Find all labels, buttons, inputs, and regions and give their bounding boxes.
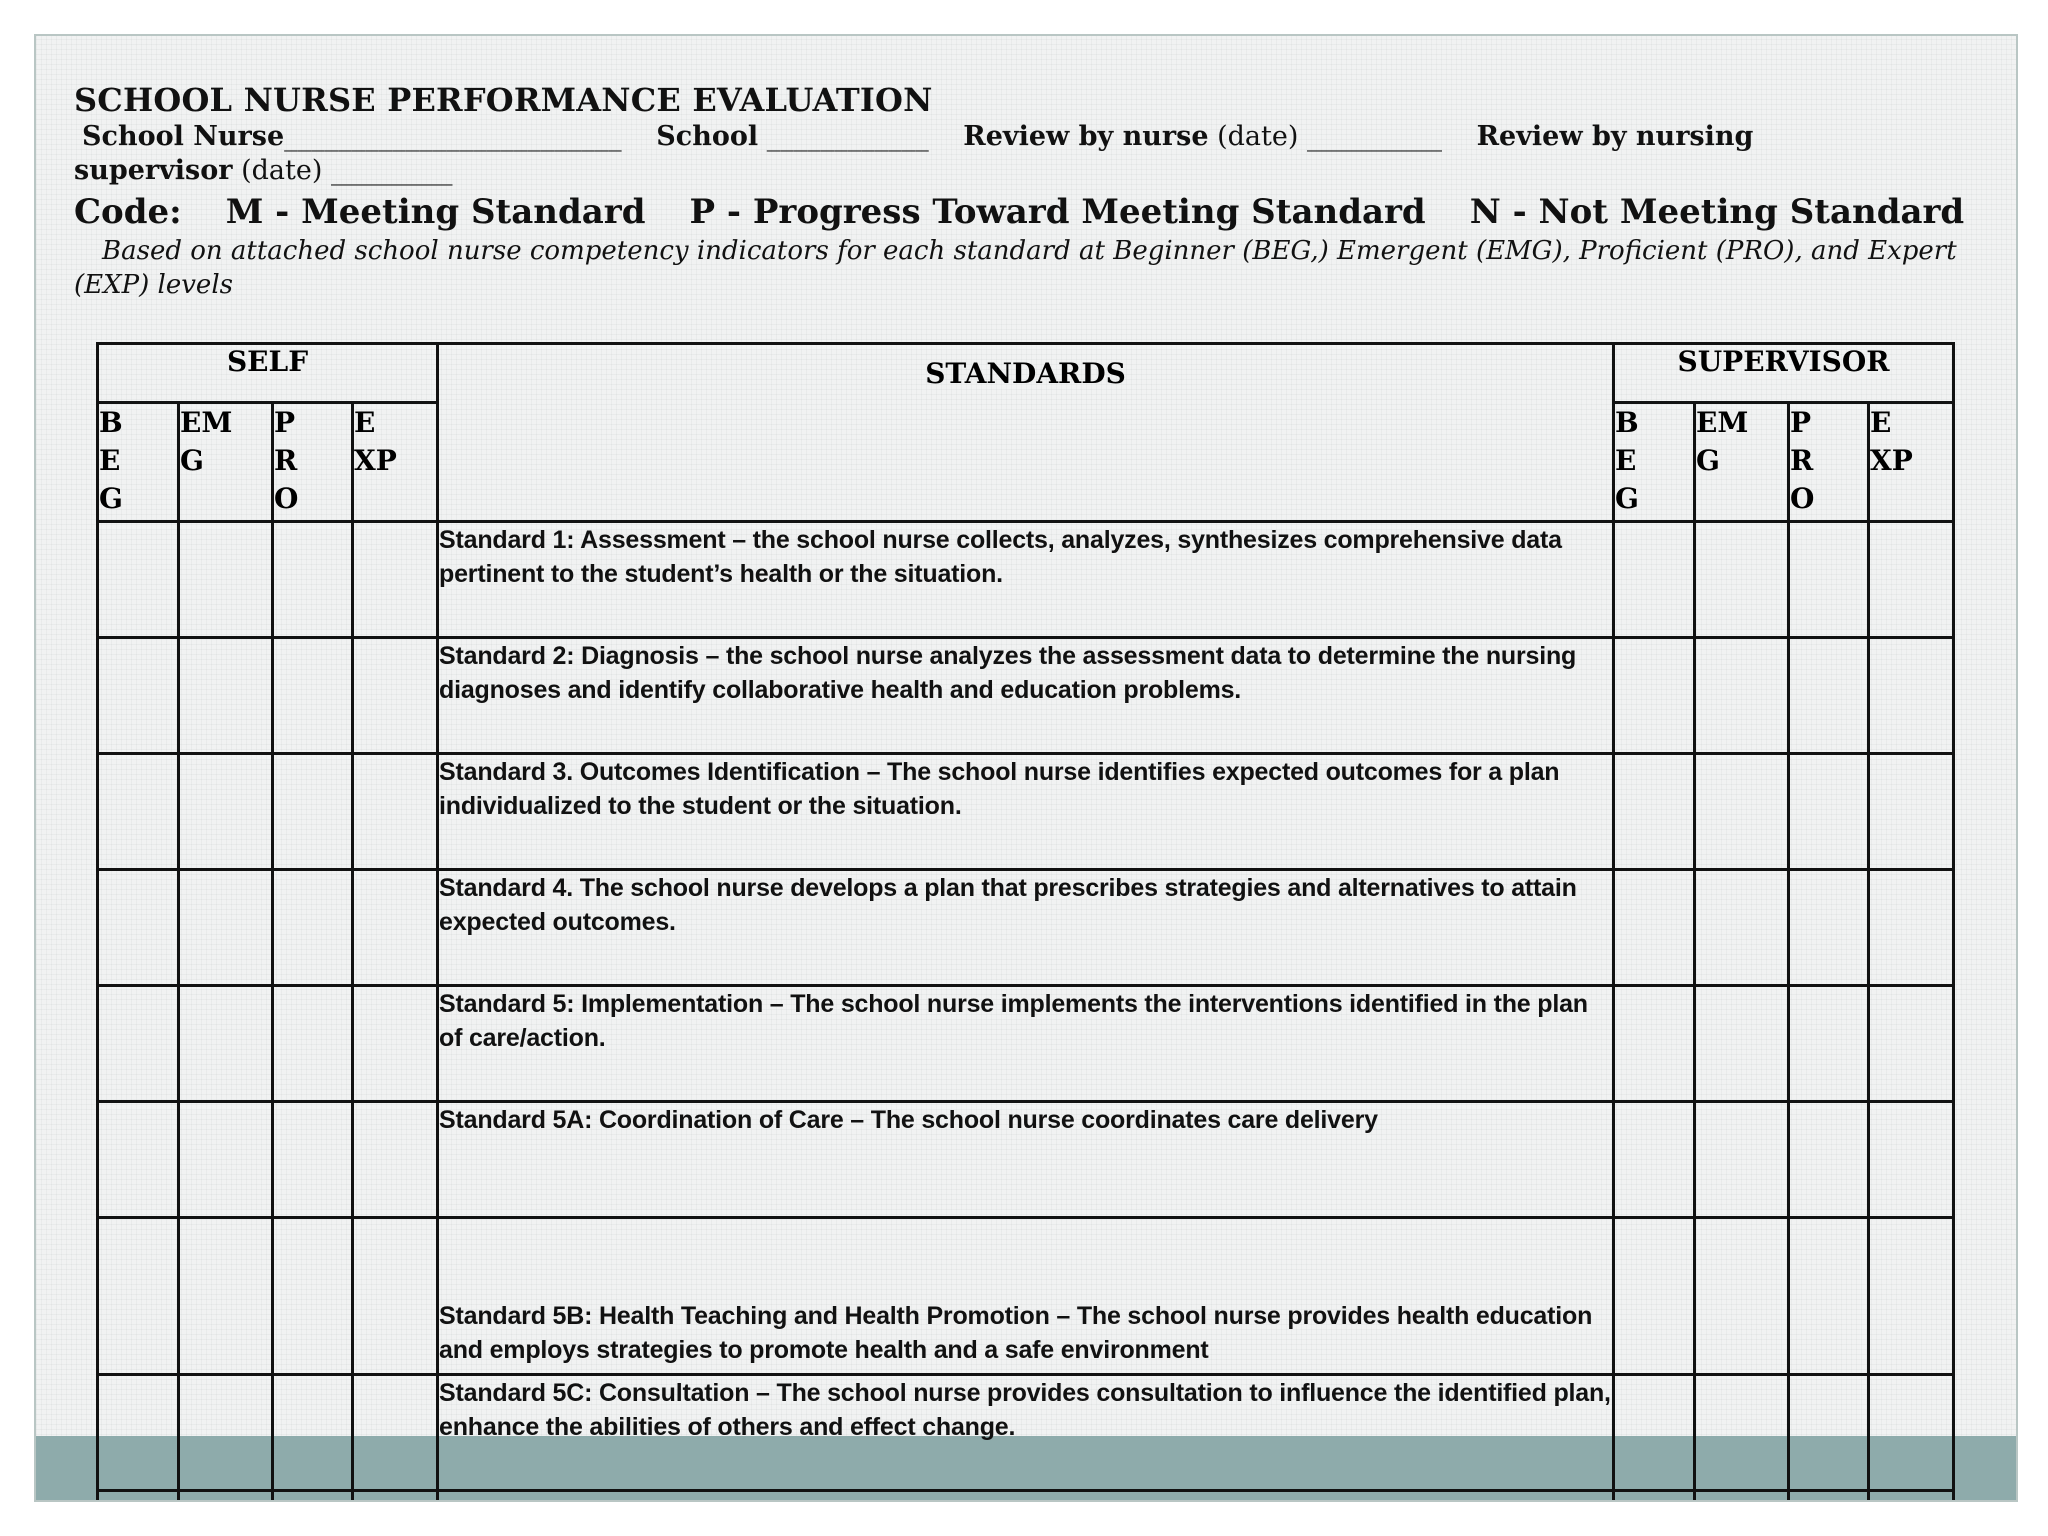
self-emg-cell[interactable] (179, 522, 273, 638)
self-pro-cell[interactable] (273, 1102, 353, 1218)
self-exp-cell[interactable] (353, 986, 438, 1102)
self-beg-cell[interactable] (98, 1218, 179, 1375)
self-pro-cell[interactable] (273, 1218, 353, 1375)
standard-text: Standard 5: Implementation – The school nurse implements the interventions identified in the plan of care/action. (438, 986, 1614, 1102)
supervisor-pro-cell[interactable] (1789, 986, 1869, 1102)
supervisor-exp-cell[interactable] (1869, 754, 1954, 870)
supervisor-review-field (74, 154, 1994, 188)
self-beg-cell[interactable] (98, 870, 179, 986)
table-row (98, 1491, 1954, 1503)
table-row (98, 522, 1954, 638)
self-emg-cell[interactable] (179, 1102, 273, 1218)
supervisor-emg-cell[interactable] (1695, 1375, 1789, 1491)
supervisor-beg-cell[interactable] (1614, 754, 1695, 870)
self-exp-cell[interactable] (353, 1491, 438, 1503)
self-emg-cell[interactable] (179, 1375, 273, 1491)
table-row (98, 986, 1954, 1102)
self-beg-cell[interactable] (98, 1375, 179, 1491)
standard-text: Standard 2: Diagnosis – the school nurse analyzes the assessment data to determine the nursing diagnoses and identify collaborative health and education problems. (438, 638, 1614, 754)
review-supervisor-blank: _________ (330, 155, 453, 186)
document-page (34, 34, 2018, 1502)
table-row (98, 754, 1954, 870)
supervisor-exp-cell[interactable] (1869, 870, 1954, 986)
supervisor-beg-cell[interactable] (1614, 1102, 1695, 1218)
self-emg-cell[interactable] (179, 754, 273, 870)
supervisor-beg-cell[interactable] (1614, 1491, 1695, 1503)
supervisor-exp-cell[interactable] (1869, 986, 1954, 1102)
self-level-exp: E XP (353, 403, 438, 522)
supervisor-level-exp: E XP (1869, 403, 1954, 522)
supervisor-level-beg: B E G (1614, 403, 1695, 522)
table-row (98, 1102, 1954, 1218)
self-pro-cell[interactable] (273, 1491, 353, 1503)
supervisor-exp-cell[interactable] (1869, 1102, 1954, 1218)
supervisor-emg-cell[interactable] (1695, 1102, 1789, 1218)
self-emg-cell[interactable] (179, 870, 273, 986)
evaluation-header (74, 80, 1994, 302)
self-pro-cell[interactable] (273, 522, 353, 638)
supervisor-emg-cell[interactable] (1695, 986, 1789, 1102)
review-supervisor-label: Review by nursing (1476, 121, 1754, 152)
self-exp-cell[interactable] (353, 638, 438, 754)
self-exp-cell[interactable] (353, 870, 438, 986)
self-emg-cell[interactable] (179, 638, 273, 754)
supervisor-emg-cell[interactable] (1695, 522, 1789, 638)
supervisor-exp-cell[interactable] (1869, 638, 1954, 754)
self-beg-cell[interactable] (98, 638, 179, 754)
page-title: SCHOOL NURSE PERFORMANCE EVALUATION (74, 81, 933, 119)
self-beg-cell[interactable] (98, 522, 179, 638)
supervisor-pro-cell[interactable] (1789, 1218, 1869, 1375)
self-beg-cell[interactable] (98, 1491, 179, 1503)
supervisor-beg-cell[interactable] (1614, 1375, 1695, 1491)
supervisor-pro-cell[interactable] (1789, 754, 1869, 870)
supervisor-exp-cell[interactable] (1869, 1218, 1954, 1375)
school-nurse-blank: _________________________ (284, 121, 622, 152)
self-exp-cell[interactable] (353, 1102, 438, 1218)
self-beg-cell[interactable] (98, 754, 179, 870)
self-pro-cell[interactable] (273, 870, 353, 986)
table-row (98, 1375, 1954, 1491)
supervisor-exp-cell[interactable] (1869, 1375, 1954, 1491)
self-exp-cell[interactable] (353, 522, 438, 638)
self-emg-cell[interactable] (179, 1491, 273, 1503)
supervisor-pro-cell[interactable] (1789, 638, 1869, 754)
self-pro-cell[interactable] (273, 986, 353, 1102)
evaluation-table (96, 342, 1955, 1502)
standard-text: Standard 5A: Coordination of Care – The school nurse coordinates care delivery (438, 1102, 1614, 1218)
standard-text: Standard 5B: Health Teaching and Health Promotion – The school nurse provides health education and employs strategies to promote health and a safe environment (438, 1218, 1614, 1375)
standard-text: Standard 1: Assessment – the school nurse collects, analyzes, synthesizes comprehensive data pertinent to the student’s health or the situation. (438, 522, 1614, 638)
supervisor-beg-cell[interactable] (1614, 522, 1695, 638)
standard-text: Standard 5C: Consultation – The school nurse provides consultation to influence the identified plan, enhance the abilities of others and effect change. (438, 1375, 1614, 1491)
code-label: Code: (74, 192, 182, 232)
supervisor-emg-cell[interactable] (1695, 870, 1789, 986)
school-blank: ____________ (766, 121, 929, 152)
review-nurse-date: (date) (1217, 121, 1299, 152)
review-supervisor-label-2: supervisor (74, 155, 233, 186)
standard-text: Standard 3. Outcomes Identification – The school nurse identifies expected outcomes for a plan individualized to the student or the situation. (438, 754, 1614, 870)
self-pro-cell[interactable] (273, 638, 353, 754)
self-exp-cell[interactable] (353, 1218, 438, 1375)
supervisor-emg-cell[interactable] (1695, 1218, 1789, 1375)
table-row (98, 1218, 1954, 1375)
code-not-meeting: N - Not Meeting Standard (1469, 192, 1965, 232)
school-nurse-label: School Nurse (82, 121, 285, 152)
supervisor-header: SUPERVISOR (1614, 344, 1954, 403)
supervisor-pro-cell[interactable] (1789, 1375, 1869, 1491)
supervisor-exp-cell[interactable] (1869, 1491, 1954, 1503)
self-level-beg: B E G (98, 403, 179, 522)
supervisor-pro-cell[interactable] (1789, 870, 1869, 986)
table-row (98, 870, 1954, 986)
review-supervisor-date: (date) (241, 155, 323, 186)
code-meeting: M - Meeting Standard (225, 192, 646, 232)
standards-header: STANDARDS (438, 344, 1614, 522)
code-progress: P - Progress Toward Meeting Standard (689, 192, 1426, 232)
self-beg-cell[interactable] (98, 986, 179, 1102)
supervisor-pro-cell[interactable] (1789, 522, 1869, 638)
identification-fields (82, 120, 1994, 154)
self-exp-cell[interactable] (353, 754, 438, 870)
supervisor-beg-cell[interactable] (1614, 986, 1695, 1102)
supervisor-level-pro: P R O (1789, 403, 1869, 522)
review-nurse-blank: __________ (1306, 121, 1442, 152)
supervisor-emg-cell[interactable] (1695, 1491, 1789, 1503)
table-row (98, 638, 1954, 754)
school-label: School (656, 121, 759, 152)
code-legend (74, 190, 1994, 234)
self-level-pro: P R O (273, 403, 353, 522)
self-emg-cell[interactable] (179, 986, 273, 1102)
self-pro-cell[interactable] (273, 754, 353, 870)
self-header: SELF (98, 344, 438, 403)
standard-text-empty (438, 1491, 1614, 1503)
supervisor-emg-cell[interactable] (1695, 754, 1789, 870)
self-pro-cell[interactable] (273, 1375, 353, 1491)
competency-note: Based on attached school nurse competency indicators for each standard at Beginner (BEG,) Emergent (EMG), Proficient (PRO), and Expert (EXP) levels (74, 236, 1957, 300)
self-beg-cell[interactable] (98, 1102, 179, 1218)
supervisor-beg-cell[interactable] (1614, 638, 1695, 754)
self-emg-cell[interactable] (179, 1218, 273, 1375)
self-exp-cell[interactable] (353, 1375, 438, 1491)
self-level-emg: EM G (179, 403, 273, 522)
supervisor-pro-cell[interactable] (1789, 1491, 1869, 1503)
supervisor-pro-cell[interactable] (1789, 1102, 1869, 1218)
review-nurse-label: Review by nurse (963, 121, 1209, 152)
supervisor-level-emg: EM G (1695, 403, 1789, 522)
supervisor-beg-cell[interactable] (1614, 870, 1695, 986)
supervisor-beg-cell[interactable] (1614, 1218, 1695, 1375)
standard-text: Standard 4. The school nurse develops a plan that prescribes strategies and alternatives to attain expected outcomes. (438, 870, 1614, 986)
supervisor-exp-cell[interactable] (1869, 522, 1954, 638)
supervisor-emg-cell[interactable] (1695, 638, 1789, 754)
